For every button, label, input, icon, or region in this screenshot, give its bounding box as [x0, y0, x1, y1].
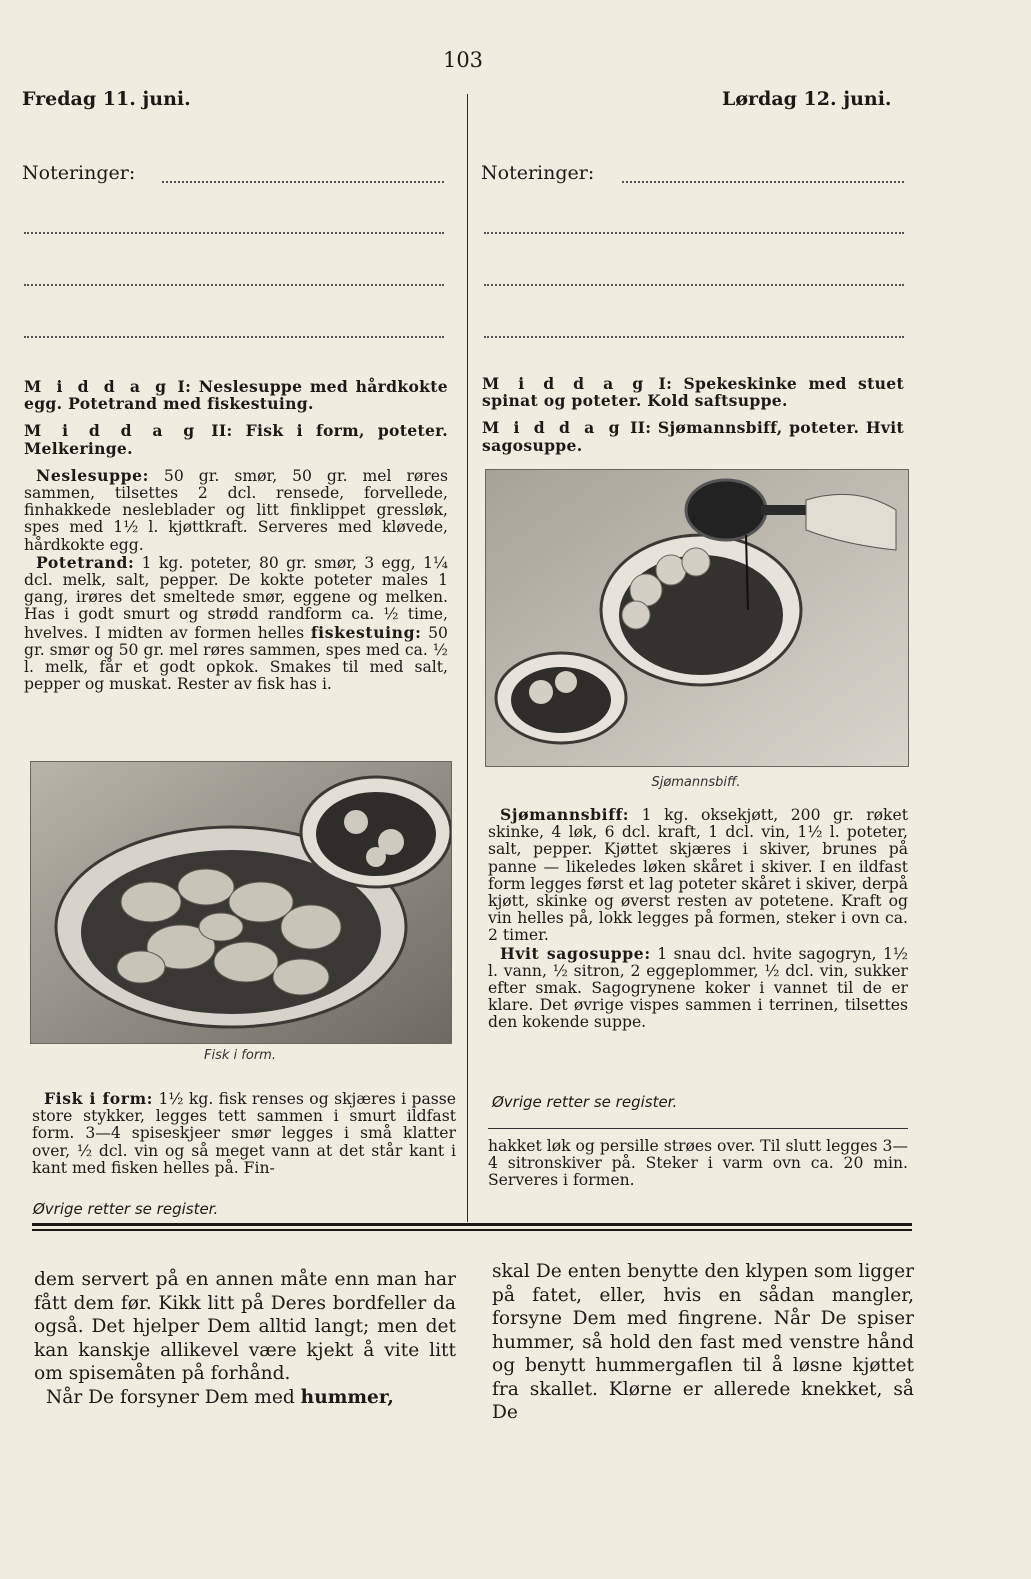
- left-notes-label: Noteringer:: [22, 162, 136, 184]
- right-continuation: hakket løk og persille strøes over. Til slutt legges 3—4 sitronskiver på. Steker i varm ovn ca. 20 min. Serveres i formen.: [488, 1137, 908, 1190]
- bottom-left-text: dem servert på en annen måte enn man har fått dem før. Kikk litt på Deres bordfeller da også. Det hjelper Dem alltid langt; men det kan kanskje allikevel være kjekt å vite litt om spisemåten på forhånd. Når De forsyner Dem med hummer,: [34, 1269, 456, 1408]
- left-notes-line-2: [24, 232, 444, 234]
- left-day-heading: Fredag 11. juni.: [22, 88, 191, 110]
- left-ovrige-link: Øvrige retter se register.: [33, 1200, 219, 1218]
- right-notes-label: Noteringer:: [481, 162, 595, 184]
- right-notes-line-3: [484, 284, 904, 286]
- left-middag-2: M i d d a g II: Fisk i form, poteter. Melkeringe.: [24, 421, 448, 458]
- right-menu: [482, 375, 904, 464]
- right-notes-line-4: [484, 336, 904, 338]
- left-notes-line-4: [24, 336, 444, 338]
- fisk-i-form-recipe: Fisk i form: 1½ kg. fisk renses og skjæres i passe store stykker, legges tett sammen i smurt ildfast form. 3—4 spiseskjeer smør legges i små klatter over, ½ dcl. vin og så meget vann at det står kant i kant med fisken helles på. Fin-: [32, 1089, 457, 1177]
- right-recipes: [488, 806, 908, 1032]
- fisk-i-form-illustration: [31, 762, 451, 1043]
- sjomannsbiff-recipe: Sjømannsbiff: 1 kg. oksekjøtt, 200 gr. røket skinke, 4 løk, 6 dcl. kraft, 1 dcl. vin, 1½ l. poteter, salt, pepper. Kjøttet skjæres i skiver, brunes på panne — likeledes løken skåret i skiver. I en ildfast form legges først et lag poteter skåret i skiver, derpå kjøtt, skinke og øverst resten av potetene. Kraft og vin helles på, lokk legges på formen, steker i ovn ca. 2 timer.: [488, 805, 908, 945]
- right-ovrige-link: Øvrige retter se register.: [492, 1093, 678, 1111]
- potetrand-recipe: Potetrand: 1 kg. poteter, 80 gr. smør, 3 egg, 1¼ dcl. melk, salt, pepper. De kokte poteter males 1 gang, irøres det smeltede smør, eggene og melken. Has i godt smurt og strødd randform ca. ½ time, hvelves. I midten av formen helles fiskestuing: 50 gr. smør og 50 gr. mel røres sammen, spes med ca. ½ l. melk, får et godt opkok. Smakes til med salt, pepper og muskat. Rester av fisk has i.: [24, 552, 448, 694]
- section-divider-top: [32, 1223, 912, 1226]
- right-section-rule: [488, 1128, 908, 1129]
- right-day-heading: Lørdag 12. juni.: [722, 88, 892, 110]
- sagosuppe-recipe: Hvit sagosuppe: 1 snau dcl. hvite sagogryn, 1½ l. vann, ½ sitron, 2 eggeplommer, ½ dcl. vin, sukker efter smak. Sagogrynene koker i vannet til de er klare. Det øvrige vispes sammen i terrinen, tilsettes den kokende suppe.: [488, 943, 909, 1032]
- left-notes-line-3: [24, 284, 444, 286]
- page-number: 103: [442, 48, 484, 72]
- right-middag-2: M i d d a g II: Sjømannsbiff, poteter. Hvit sagosuppe.: [482, 418, 904, 455]
- right-photo-caption: Sjømannsbiff.: [651, 775, 741, 790]
- sjomannsbiff-illustration: [486, 470, 908, 766]
- left-recipes: [24, 378, 448, 693]
- bottom-right-text: skal De enten benytte den klypen som ligger på fatet, eller, hvis en sådan mangler, forsyne Dem med fingrene. Når De spiser hummer, så hold den fast med venstre hånd og benytt hummergaflen til å løsne kjøttet fra skallet. Klørne er allerede knekket, så De: [492, 1261, 914, 1423]
- section-divider-bottom: [32, 1229, 912, 1231]
- left-notes-line-1: [162, 181, 444, 183]
- fisk-i-form-photo: [30, 761, 452, 1044]
- right-notes-line-2: [484, 232, 904, 234]
- right-notes-line-1: [622, 181, 904, 183]
- neslesuppe-recipe: Neslesuppe: 50 gr. smør, 50 gr. mel røres sammen, tilsettes 2 dcl. rensede, forvellede, finhakkede nesleblader og litt finklippet gressløk, spes med 1½ l. kjøttkraft. Serveres med kløvede, hårdkokte egg.: [24, 465, 448, 554]
- sjomannsbiff-photo: [485, 469, 909, 767]
- column-divider: [467, 94, 468, 1222]
- left-photo-caption: Fisk i form.: [204, 1048, 276, 1063]
- right-middag-1: M i d d a g I: Spekeskinke med stuet spinat og poteter. Kold saftsuppe.: [482, 374, 904, 411]
- left-middag-1: M i d d a g I: Neslesuppe med hårdkokte egg. Potetrand med fiskestuing.: [24, 377, 448, 414]
